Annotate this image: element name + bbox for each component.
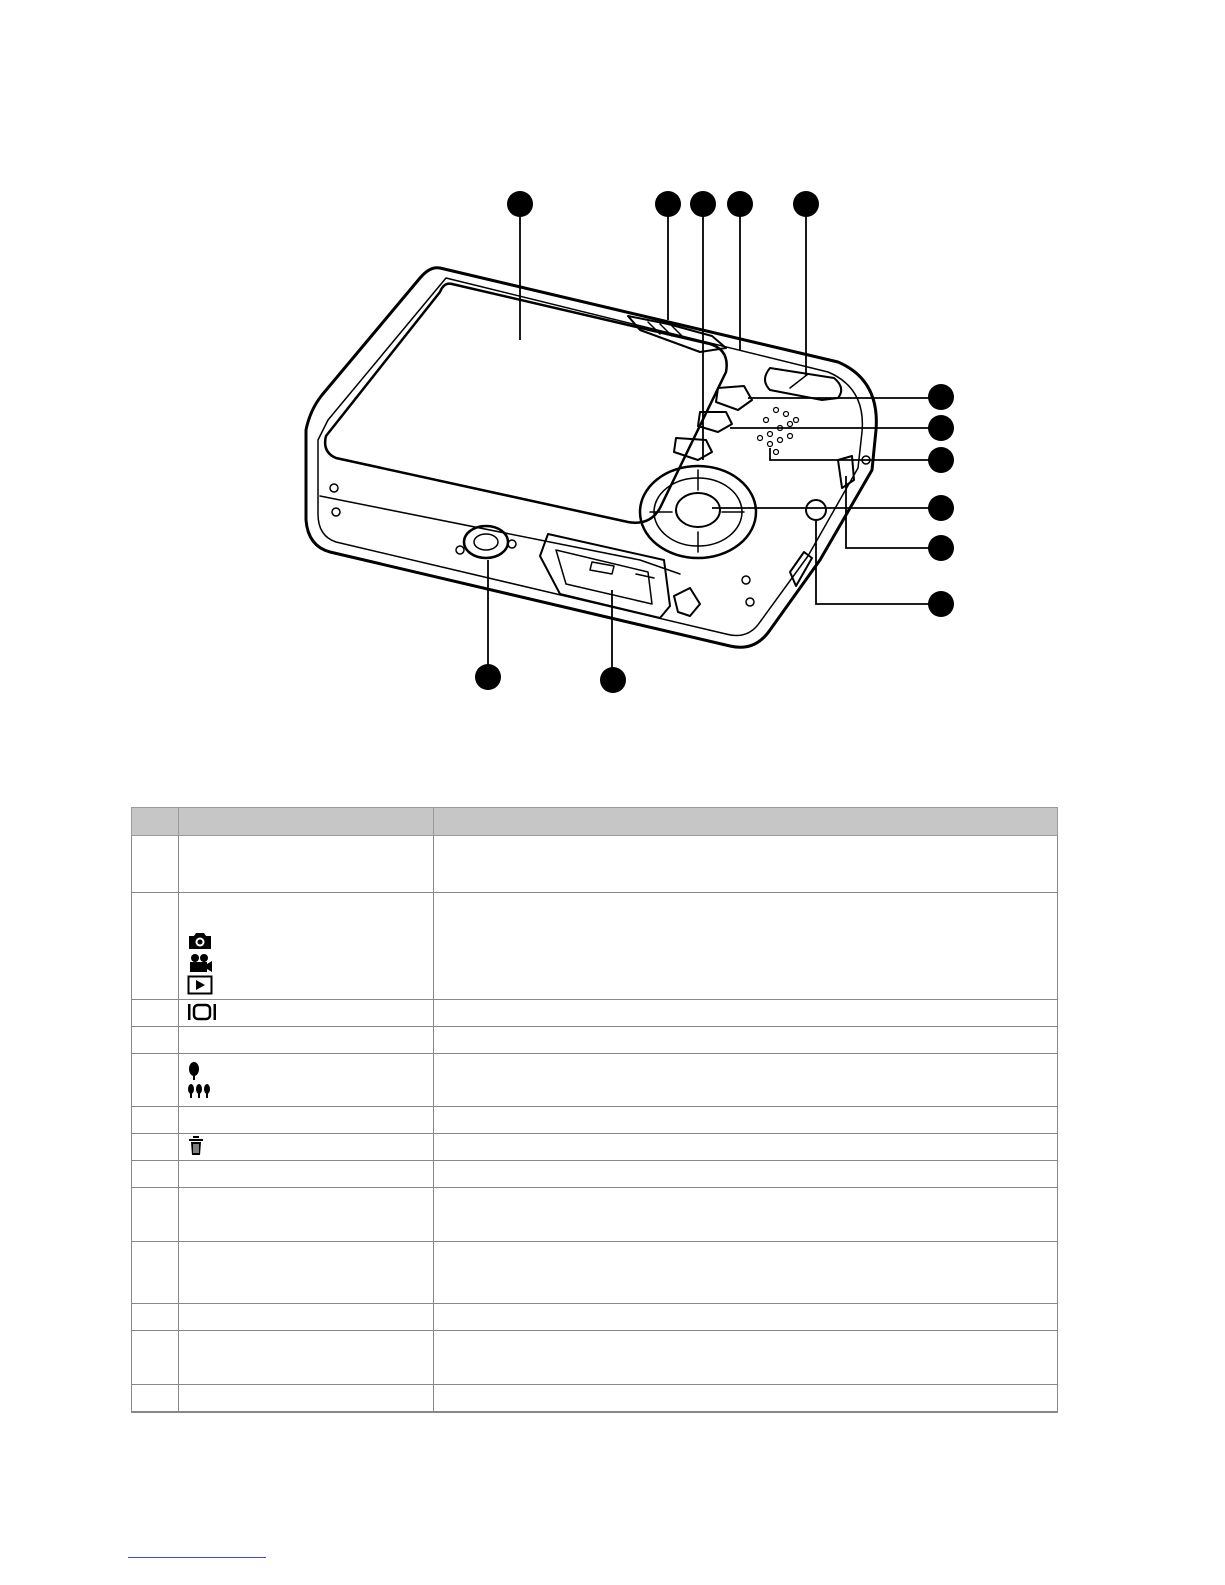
parts-table [131, 807, 1058, 1413]
row-name [179, 1161, 434, 1188]
row-description [434, 1134, 1058, 1161]
table-row [132, 1161, 1058, 1188]
table-row [132, 1331, 1058, 1385]
header-number [132, 808, 179, 836]
mode-switch [628, 316, 726, 352]
row-icons [179, 1054, 434, 1107]
table-row [132, 836, 1058, 893]
row-description [434, 1107, 1058, 1134]
callout-8 [928, 447, 954, 473]
callout-9 [928, 495, 954, 521]
table-row [132, 1054, 1058, 1107]
callout-4 [727, 191, 753, 217]
grip [674, 588, 700, 616]
ok-button [676, 493, 720, 527]
row-icons [179, 1134, 434, 1161]
header-description [434, 808, 1058, 836]
callout-6 [928, 384, 954, 410]
playback-icon [187, 975, 425, 995]
callout-11 [928, 591, 954, 617]
row-number [132, 1134, 179, 1161]
row-name [179, 1331, 434, 1385]
row-description [434, 1000, 1058, 1027]
row-description [434, 893, 1058, 1000]
row-icons [179, 893, 434, 1000]
row-icons [179, 1000, 434, 1027]
row-number [132, 893, 179, 1000]
footer-link-underline [128, 1557, 266, 1558]
camera-rear-diagram [0, 0, 1225, 760]
display-mode-icon [187, 1003, 217, 1021]
row-name [179, 1242, 434, 1304]
row-description [434, 1331, 1058, 1385]
row-name [179, 1027, 434, 1054]
row-number [132, 1331, 179, 1385]
row-number [132, 1000, 179, 1027]
speaker-grille [758, 408, 799, 455]
camera-icon [187, 931, 425, 951]
row-number [132, 1054, 179, 1107]
zoom-tele-icon [187, 1061, 425, 1081]
row-name [179, 1385, 434, 1412]
row-number [132, 1107, 179, 1134]
strap-lug [806, 500, 826, 520]
table-row [132, 893, 1058, 1000]
row-description [434, 836, 1058, 893]
row-number [132, 1242, 179, 1304]
callout-13 [600, 667, 626, 693]
table-row [132, 1304, 1058, 1331]
callout-5 [793, 191, 819, 217]
row-number [132, 1385, 179, 1412]
zoom-wide-icon [187, 1083, 425, 1099]
tripod-socket [464, 526, 508, 558]
callout-10 [928, 535, 954, 561]
table-header [132, 808, 1058, 836]
row-name [179, 836, 434, 893]
row-description [434, 1242, 1058, 1304]
row-name [179, 1188, 434, 1242]
row-number [132, 836, 179, 893]
row-name [179, 1107, 434, 1134]
header-name [179, 808, 434, 836]
row-description [434, 1385, 1058, 1412]
table-row [132, 1027, 1058, 1054]
row-description [434, 1027, 1058, 1054]
callout-7 [928, 415, 954, 441]
table-row [132, 1107, 1058, 1134]
row-description [434, 1054, 1058, 1107]
row-number [132, 1304, 179, 1331]
row-number [132, 1161, 179, 1188]
row-name [179, 1304, 434, 1331]
row-description [434, 1304, 1058, 1331]
table-row [132, 1242, 1058, 1304]
row-number [132, 1027, 179, 1054]
table-row [132, 1000, 1058, 1027]
table-row [132, 1134, 1058, 1161]
callout-1 [507, 191, 533, 217]
display-button [716, 386, 752, 410]
table-row [132, 1385, 1058, 1412]
trash-icon [187, 1136, 205, 1156]
table-row [132, 1188, 1058, 1242]
row-description [434, 1161, 1058, 1188]
row-number [132, 1188, 179, 1242]
camera-body-inner [318, 278, 862, 636]
callout-3 [690, 191, 716, 217]
video-camera-icon [187, 953, 425, 973]
callout-12 [475, 664, 501, 690]
callout-2 [655, 191, 681, 217]
row-description [434, 1188, 1058, 1242]
